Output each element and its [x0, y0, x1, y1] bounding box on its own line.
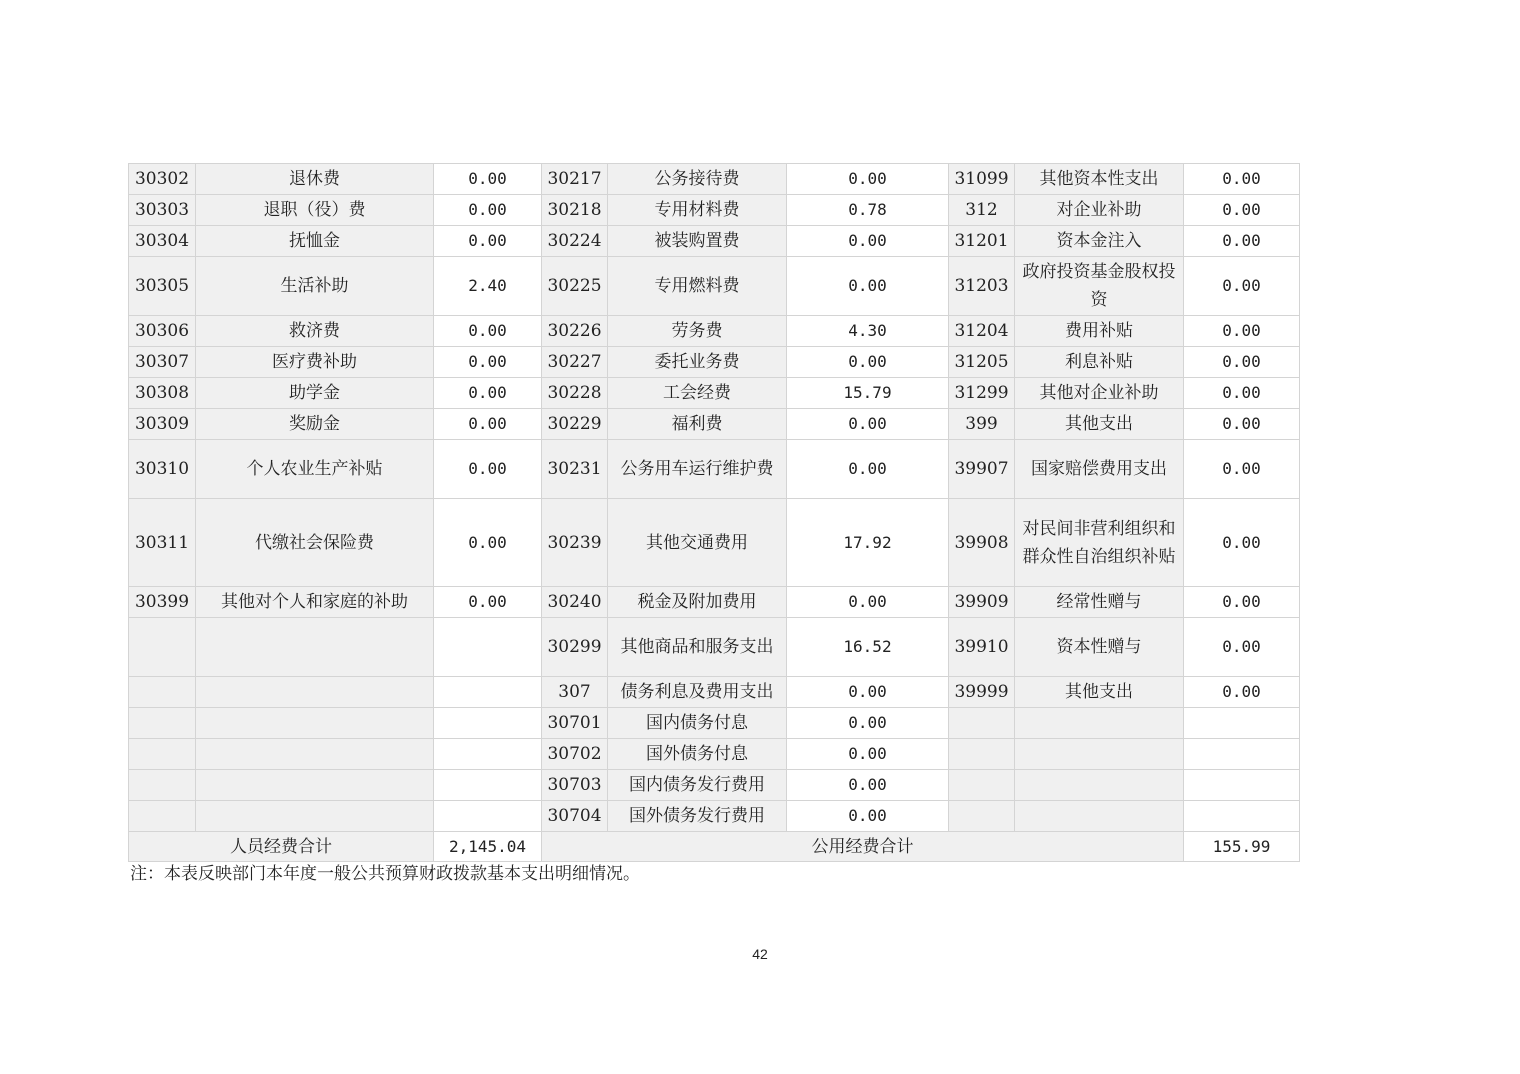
- value-public-cell: 0.00: [787, 739, 949, 770]
- code-other-cell: 31204: [949, 316, 1015, 347]
- code-other-cell: 39908: [949, 499, 1015, 587]
- table-row: [129, 378, 1300, 409]
- value-personnel-cell: 0.00: [434, 440, 542, 499]
- code-personnel-cell: 30311: [129, 499, 196, 587]
- value-other-cell: 0.00: [1184, 677, 1300, 708]
- name-personnel-cell: 生活补助: [196, 257, 434, 316]
- value-public-cell: 0.00: [787, 347, 949, 378]
- table-row: [129, 587, 1300, 618]
- value-personnel-cell: [434, 708, 542, 739]
- table-row: [129, 257, 1300, 316]
- value-personnel-cell: 0.00: [434, 347, 542, 378]
- name-other-cell: 其他支出: [1015, 677, 1184, 708]
- value-other-cell: 0.00: [1184, 164, 1300, 195]
- value-other-cell: [1184, 739, 1300, 770]
- name-personnel-cell: 救济费: [196, 316, 434, 347]
- code-public-cell: 30704: [542, 801, 608, 832]
- value-personnel-cell: 0.00: [434, 316, 542, 347]
- name-other-cell: 其他支出: [1015, 409, 1184, 440]
- code-public-cell: 30229: [542, 409, 608, 440]
- name-public-cell: 公务接待费: [608, 164, 787, 195]
- value-other-cell: 0.00: [1184, 195, 1300, 226]
- value-public-cell: 17.92: [787, 499, 949, 587]
- value-other-cell: 0.00: [1184, 226, 1300, 257]
- code-public-cell: 30231: [542, 440, 608, 499]
- table-body: [129, 164, 1300, 832]
- table-note: 注：本表反映部门本年度一般公共预算财政拨款基本支出明细情况。: [130, 864, 640, 884]
- code-public-cell: 30703: [542, 770, 608, 801]
- name-personnel-cell: 医疗费补助: [196, 347, 434, 378]
- code-other-cell: [949, 770, 1015, 801]
- name-other-cell: [1015, 739, 1184, 770]
- value-public-cell: 0.00: [787, 409, 949, 440]
- code-other-cell: 39999: [949, 677, 1015, 708]
- name-public-cell: 税金及附加费用: [608, 587, 787, 618]
- value-other-cell: [1184, 708, 1300, 739]
- code-public-cell: 30239: [542, 499, 608, 587]
- value-public-cell: 0.78: [787, 195, 949, 226]
- value-other-cell: 0.00: [1184, 440, 1300, 499]
- table-row: [129, 677, 1300, 708]
- name-personnel-cell: [196, 677, 434, 708]
- value-personnel-cell: 2.40: [434, 257, 542, 316]
- name-public-cell: 国外债务付息: [608, 739, 787, 770]
- value-other-cell: 0.00: [1184, 409, 1300, 440]
- name-other-cell: 国家赔偿费用支出: [1015, 440, 1184, 499]
- name-personnel-cell: 其他对个人和家庭的补助: [196, 587, 434, 618]
- name-public-cell: 工会经费: [608, 378, 787, 409]
- code-other-cell: [949, 801, 1015, 832]
- value-public-cell: 0.00: [787, 587, 949, 618]
- public-total-value: 155.99: [1184, 832, 1300, 862]
- name-public-cell: 国内债务发行费用: [608, 770, 787, 801]
- value-personnel-cell: [434, 801, 542, 832]
- name-personnel-cell: 助学金: [196, 378, 434, 409]
- name-personnel-cell: 退职（役）费: [196, 195, 434, 226]
- value-other-cell: 0.00: [1184, 347, 1300, 378]
- code-public-cell: 30701: [542, 708, 608, 739]
- table-row: [129, 801, 1300, 832]
- value-personnel-cell: [434, 739, 542, 770]
- table-row: [129, 347, 1300, 378]
- code-other-cell: [949, 739, 1015, 770]
- name-other-cell: 其他对企业补助: [1015, 378, 1184, 409]
- code-public-cell: 30218: [542, 195, 608, 226]
- totals-row: [129, 832, 1300, 862]
- name-other-cell: 费用补贴: [1015, 316, 1184, 347]
- value-public-cell: 0.00: [787, 440, 949, 499]
- table-row: [129, 409, 1300, 440]
- table-row: [129, 195, 1300, 226]
- code-public-cell: 30217: [542, 164, 608, 195]
- code-public-cell: 30226: [542, 316, 608, 347]
- name-other-cell: 对民间非营利组织和群众性自治组织补贴: [1015, 499, 1184, 587]
- code-public-cell: 30225: [542, 257, 608, 316]
- value-public-cell: 15.79: [787, 378, 949, 409]
- table-row: [129, 739, 1300, 770]
- value-other-cell: 0.00: [1184, 378, 1300, 409]
- value-personnel-cell: 0.00: [434, 587, 542, 618]
- table-row: [129, 770, 1300, 801]
- value-other-cell: 0.00: [1184, 257, 1300, 316]
- name-other-cell: 经常性赠与: [1015, 587, 1184, 618]
- name-public-cell: 福利费: [608, 409, 787, 440]
- code-other-cell: 31201: [949, 226, 1015, 257]
- value-public-cell: 16.52: [787, 618, 949, 677]
- name-other-cell: 资本性赠与: [1015, 618, 1184, 677]
- value-public-cell: 0.00: [787, 708, 949, 739]
- name-personnel-cell: [196, 801, 434, 832]
- code-personnel-cell: 30399: [129, 587, 196, 618]
- name-other-cell: [1015, 708, 1184, 739]
- value-other-cell: 0.00: [1184, 499, 1300, 587]
- name-public-cell: 国内债务付息: [608, 708, 787, 739]
- name-public-cell: 专用燃料费: [608, 257, 787, 316]
- name-public-cell: 专用材料费: [608, 195, 787, 226]
- code-public-cell: 30240: [542, 587, 608, 618]
- code-public-cell: 30228: [542, 378, 608, 409]
- name-other-cell: 政府投资基金股权投资: [1015, 257, 1184, 316]
- value-other-cell: 0.00: [1184, 316, 1300, 347]
- code-other-cell: 399: [949, 409, 1015, 440]
- name-personnel-cell: 奖励金: [196, 409, 434, 440]
- name-public-cell: 公务用车运行维护费: [608, 440, 787, 499]
- code-personnel-cell: [129, 708, 196, 739]
- public-total-label: 公用经费合计: [542, 832, 1184, 862]
- table-row: [129, 440, 1300, 499]
- value-personnel-cell: [434, 677, 542, 708]
- name-other-cell: [1015, 770, 1184, 801]
- name-other-cell: 其他资本性支出: [1015, 164, 1184, 195]
- code-other-cell: 31299: [949, 378, 1015, 409]
- value-public-cell: 0.00: [787, 257, 949, 316]
- code-public-cell: 30224: [542, 226, 608, 257]
- code-other-cell: 39907: [949, 440, 1015, 499]
- table-row: [129, 316, 1300, 347]
- code-other-cell: 31203: [949, 257, 1015, 316]
- value-personnel-cell: 0.00: [434, 164, 542, 195]
- name-public-cell: 债务利息及费用支出: [608, 677, 787, 708]
- name-public-cell: 委托业务费: [608, 347, 787, 378]
- code-personnel-cell: 30310: [129, 440, 196, 499]
- code-personnel-cell: 30308: [129, 378, 196, 409]
- code-personnel-cell: 30303: [129, 195, 196, 226]
- code-personnel-cell: [129, 677, 196, 708]
- table-row: [129, 164, 1300, 195]
- code-public-cell: 307: [542, 677, 608, 708]
- code-other-cell: [949, 708, 1015, 739]
- code-other-cell: 39910: [949, 618, 1015, 677]
- value-public-cell: 0.00: [787, 226, 949, 257]
- value-other-cell: 0.00: [1184, 618, 1300, 677]
- name-public-cell: 劳务费: [608, 316, 787, 347]
- name-personnel-cell: [196, 708, 434, 739]
- name-other-cell: 利息补贴: [1015, 347, 1184, 378]
- value-public-cell: 4.30: [787, 316, 949, 347]
- value-other-cell: [1184, 801, 1300, 832]
- name-other-cell: 资本金注入: [1015, 226, 1184, 257]
- code-personnel-cell: 30305: [129, 257, 196, 316]
- code-other-cell: 31205: [949, 347, 1015, 378]
- value-personnel-cell: 0.00: [434, 226, 542, 257]
- code-personnel-cell: 30306: [129, 316, 196, 347]
- value-personnel-cell: 0.00: [434, 195, 542, 226]
- value-personnel-cell: 0.00: [434, 499, 542, 587]
- code-other-cell: 31099: [949, 164, 1015, 195]
- code-personnel-cell: [129, 801, 196, 832]
- page-number: 42: [752, 946, 768, 962]
- value-personnel-cell: 0.00: [434, 409, 542, 440]
- value-other-cell: [1184, 770, 1300, 801]
- value-public-cell: 0.00: [787, 770, 949, 801]
- value-public-cell: 0.00: [787, 164, 949, 195]
- table-row: [129, 499, 1300, 587]
- name-personnel-cell: 个人农业生产补贴: [196, 440, 434, 499]
- name-personnel-cell: 抚恤金: [196, 226, 434, 257]
- code-public-cell: 30702: [542, 739, 608, 770]
- value-personnel-cell: [434, 618, 542, 677]
- name-public-cell: 国外债务发行费用: [608, 801, 787, 832]
- code-personnel-cell: [129, 770, 196, 801]
- code-other-cell: 39909: [949, 587, 1015, 618]
- name-personnel-cell: 退休费: [196, 164, 434, 195]
- name-personnel-cell: 代缴社会保险费: [196, 499, 434, 587]
- name-personnel-cell: [196, 739, 434, 770]
- personnel-total-label: 人员经费合计: [129, 832, 434, 862]
- name-other-cell: [1015, 801, 1184, 832]
- code-public-cell: 30299: [542, 618, 608, 677]
- expenditure-detail-table: [128, 163, 1300, 862]
- name-personnel-cell: [196, 618, 434, 677]
- code-other-cell: 312: [949, 195, 1015, 226]
- personnel-total-value: 2,145.04: [434, 832, 542, 862]
- name-personnel-cell: [196, 770, 434, 801]
- code-personnel-cell: 30304: [129, 226, 196, 257]
- table-row: [129, 618, 1300, 677]
- name-public-cell: 其他交通费用: [608, 499, 787, 587]
- code-personnel-cell: [129, 739, 196, 770]
- name-public-cell: 被装购置费: [608, 226, 787, 257]
- value-personnel-cell: 0.00: [434, 378, 542, 409]
- value-public-cell: 0.00: [787, 801, 949, 832]
- value-personnel-cell: [434, 770, 542, 801]
- table-row: [129, 226, 1300, 257]
- value-public-cell: 0.00: [787, 677, 949, 708]
- code-personnel-cell: 30302: [129, 164, 196, 195]
- code-personnel-cell: 30307: [129, 347, 196, 378]
- value-other-cell: 0.00: [1184, 587, 1300, 618]
- name-other-cell: 对企业补助: [1015, 195, 1184, 226]
- code-personnel-cell: [129, 618, 196, 677]
- name-public-cell: 其他商品和服务支出: [608, 618, 787, 677]
- table-row: [129, 708, 1300, 739]
- code-public-cell: 30227: [542, 347, 608, 378]
- code-personnel-cell: 30309: [129, 409, 196, 440]
